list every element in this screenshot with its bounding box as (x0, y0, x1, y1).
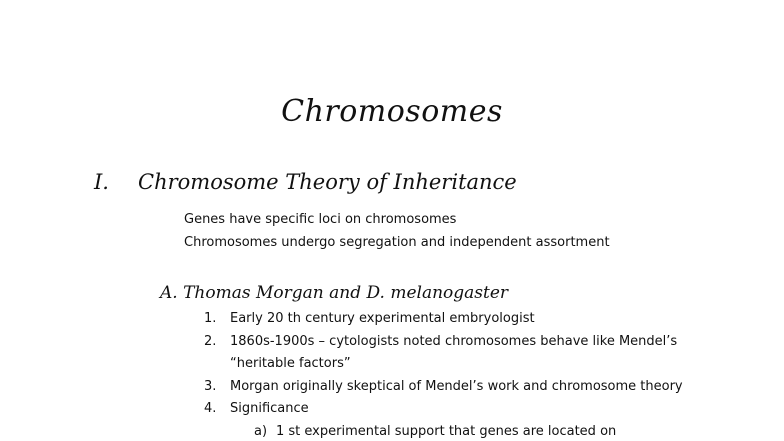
list-item-number: 4. (204, 401, 217, 416)
sub-list-item-text: 1 st experimental support that genes are located on (276, 424, 617, 439)
list-item-text: 1860s-1900s – cytologists noted chromosomes behave like Mendel’s (230, 334, 678, 349)
subsection-heading: A. Thomas Morgan and D. melanogaster (160, 283, 509, 303)
page-title: Chromosomes (281, 94, 503, 129)
list-item-number: 2. (204, 334, 217, 349)
section-heading-text: Chromosome Theory of Inheritance (138, 170, 517, 194)
section-heading (94, 170, 517, 194)
sub-list-item-letter: a) (254, 424, 268, 439)
intro-line: Chromosomes undergo segregation and independent assortment (184, 235, 610, 250)
intro-line: Genes have specific loci on chromosomes (184, 212, 457, 227)
list-item-text: Morgan originally skeptical of Mendel’s work and chromosome theory (230, 379, 683, 394)
list-item-text: Early 20 th century experimental embryologist (230, 311, 535, 326)
list-item-number: 1. (204, 311, 217, 326)
list-item-continuation-text: “heritable factors” (230, 356, 351, 371)
list-item-text: Significance (230, 401, 309, 416)
section-numeral: I. (94, 170, 109, 194)
sub-list-item (254, 424, 616, 439)
list-item-number: 3. (204, 379, 217, 394)
